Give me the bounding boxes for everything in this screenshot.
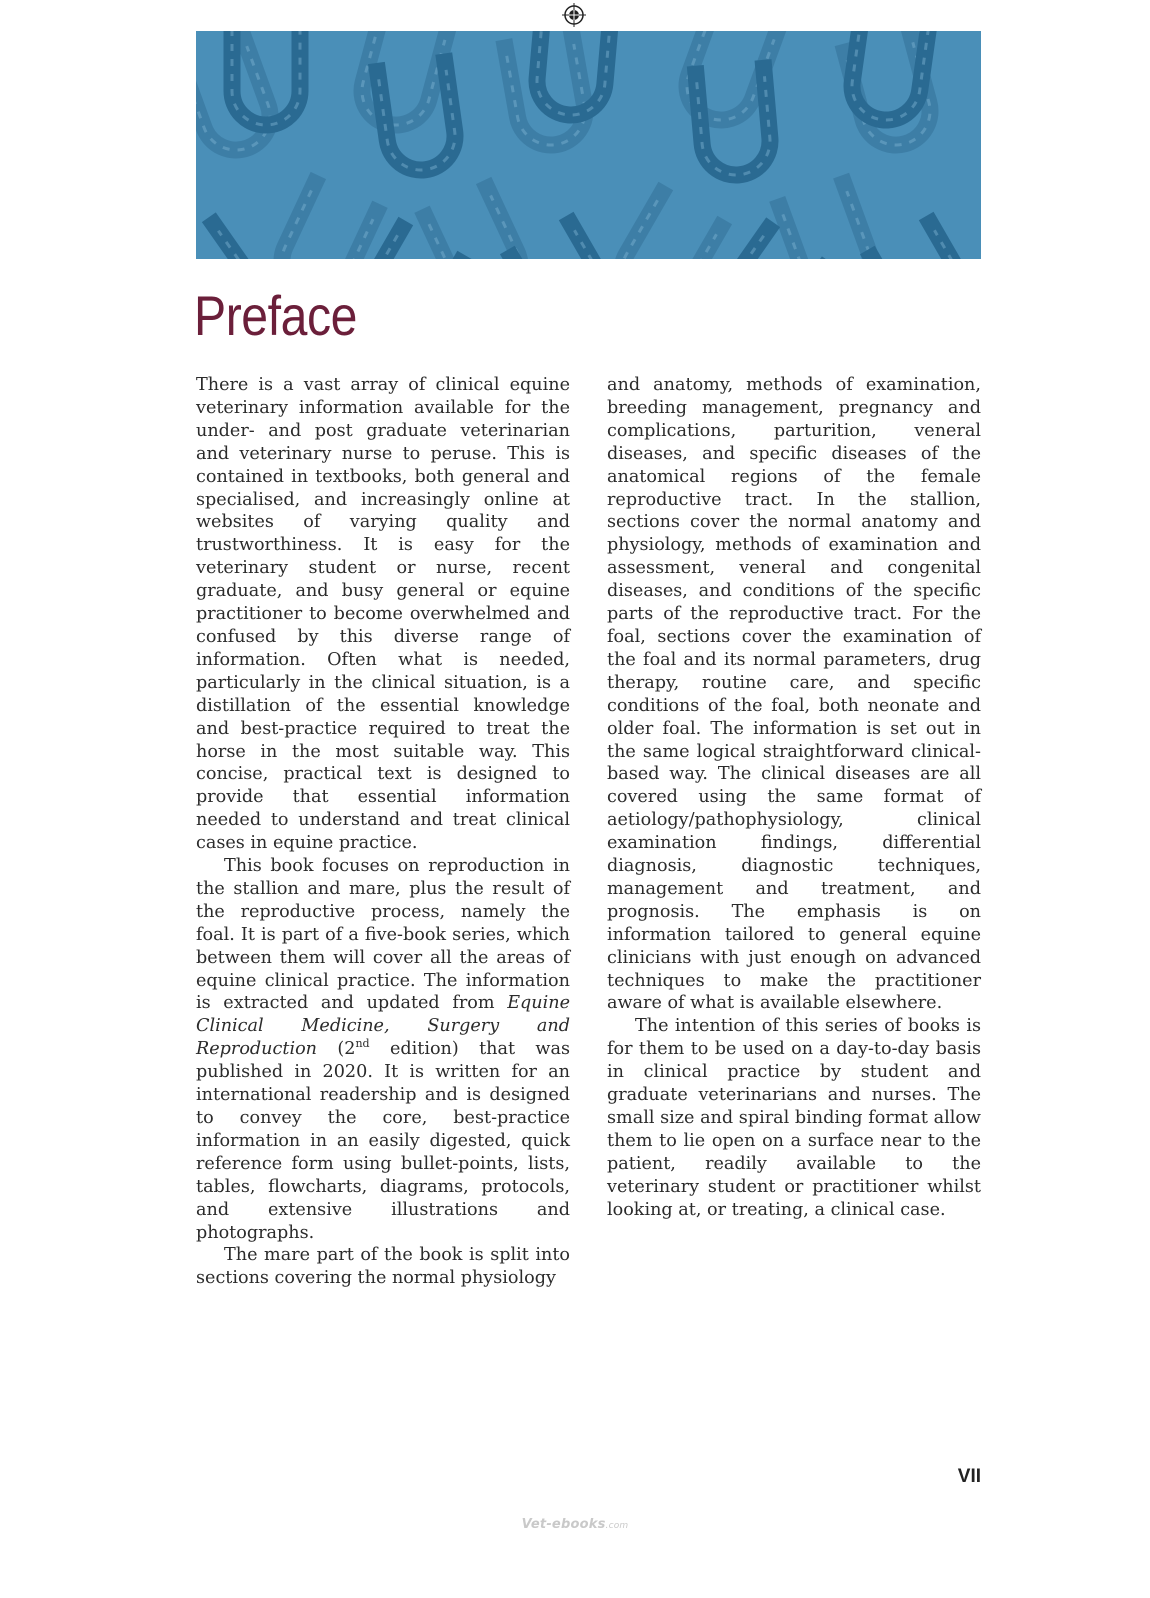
watermark-text: Vet-ebooks [521, 1517, 606, 1532]
left-column [196, 374, 570, 1290]
paragraph [196, 855, 570, 1244]
watermark-suffix: .com [605, 1521, 629, 1531]
paragraph: and anatomy, methods of examination, breeding management, pregnancy and complications, parturition, veneral diseases, and specific diseases of the anatomical regions of the female reproductive tract. In the stallion, sections cover the normal anatomy and physiology, methods of examination and assessment, veneral and congenital diseases, and conditions of the specific parts of the reproductive tract. For the foal, sections cover the examination of the foal and its normal parameters, drug therapy, routine care, and specific conditions of the foal, both neonate and older foal. The information is set out in the same logical straightforward clinical-based way. The clinical diseases are all covered using the same format of aetiology/pathophysiology, clinical examination findings, differential diagnosis, diagnostic techniques, management and treatment, and prognosis. The emphasis is on information tailored to general equine clinicians with just enough on advanced techniques to make the practitioner aware of what is available elsewhere. [607, 375, 981, 1014]
text-run: edition) that was published in 2020. It is written for an international readership and is designed to convey the core, best-practice information in an easily digested, quick reference form using bullet-points, lists, tables, flowcharts, diagrams, protocols, and extensive illustrations and photographs. [196, 1039, 571, 1243]
page-title: Preface [194, 284, 357, 347]
text-run: (2 [317, 1039, 356, 1060]
horseshoe-icon [872, 223, 981, 259]
superscript: nd [355, 1037, 370, 1051]
watermark [520, 1517, 630, 1532]
header-banner [196, 31, 981, 259]
paragraph: The intention of this series of books is for them to be used on a day-to-day basis in clinical practice by student and graduate veterinarians and nurses. The small size and spiral binding format allow them to lie open on a surface near to the patient, readily available to the veterinary student or practitioner whilst looking at, or treating, a clinical case. [607, 1016, 981, 1220]
crosshair-registration-icon [562, 3, 586, 27]
horseshoe-pattern [196, 31, 981, 259]
text-run: This book focuses on reproduction in the stallion and mare, plus the result of the reproductive process, namely the foal. It is part of a five-book series, which between them will cover all the areas of equine clinical practice. The information is extracted and updated from [196, 856, 570, 1014]
horseshoe-icon [512, 223, 623, 259]
paragraph: There is a vast array of clinical equine veterinary information available for the under- and post graduate veterinarian and veterinary nurse to peruse. This is contained in textbooks, both general and specialised, and increasingly online at websites of varying quality and trustworthiness. It is easy for the veterinary student or nurse, recent graduate, and busy general or equine practitioner to become overwhelmed and confused by this diverse range of information. Often what is needed, particularly in the clinical situation, is a distillation of the essential knowledge and best-practice required to treat the horse in the most suitable way. This concise, practical text is designed to provide that essential information needed to understand and treat clinical cases in equine practice. [196, 375, 570, 854]
body-text [196, 374, 981, 1290]
paragraph: The mare part of the book is split into sections covering the normal physiology [196, 1245, 570, 1289]
page-number: VII [957, 1466, 981, 1487]
horseshoe-icon [196, 224, 273, 259]
right-column [607, 374, 981, 1290]
book-title: Equine Clinical Medicine, Surgery and Reproduction [196, 993, 570, 1060]
